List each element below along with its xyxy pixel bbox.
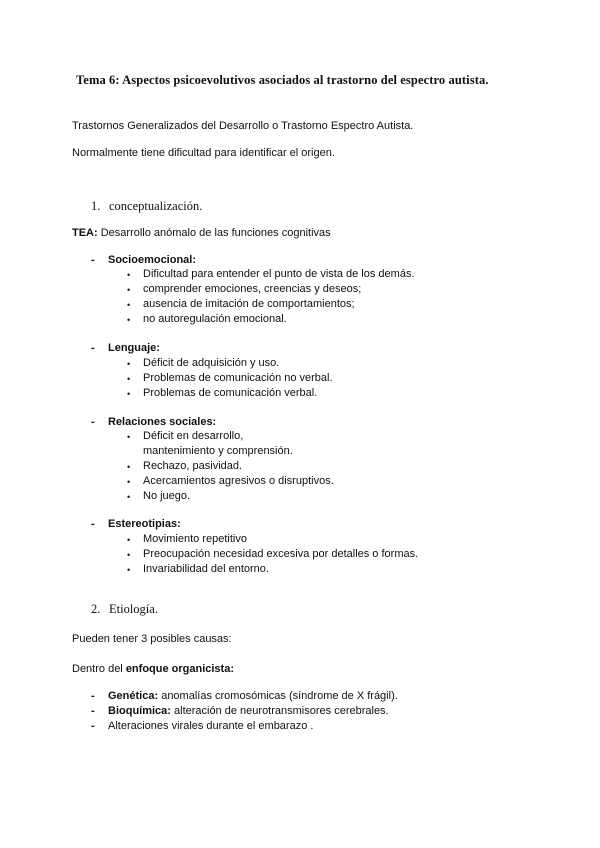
bullet-icon: • bbox=[127, 477, 131, 487]
list-item: Preocupación necesidad excesiva por detalles o formas. bbox=[143, 548, 419, 560]
list-item: Dificultad para entender el punto de vista de los demás. bbox=[143, 268, 415, 280]
list-item: comprender emociones, creencias y deseos; bbox=[143, 283, 362, 295]
bullet-icon: • bbox=[127, 359, 131, 369]
list-item: Déficit en desarrollo, bbox=[143, 430, 244, 442]
section-1-heading: conceptualización. bbox=[109, 199, 203, 213]
group-marker: - bbox=[91, 416, 95, 428]
organicist-item-bioquimica: Bioquímica: alteración de neurotransmisores cerebrales. bbox=[108, 705, 389, 717]
list-item: Invariabilidad del entorno. bbox=[143, 563, 269, 575]
bullet-icon: • bbox=[127, 374, 131, 384]
tea-text: Desarrollo anómalo de las funciones cognitivas bbox=[97, 227, 331, 239]
list-item: Acercamientos agresivos o disruptivos. bbox=[143, 475, 334, 487]
list-item: Problemas de comunicación no verbal. bbox=[143, 372, 333, 384]
group-marker: - bbox=[91, 254, 95, 266]
intro-line-2: Normalmente tiene dificultad para identificar el origen. bbox=[72, 147, 335, 159]
bullet-icon: • bbox=[127, 300, 131, 310]
list-item: Problemas de comunicación verbal. bbox=[143, 387, 318, 399]
list-marker: - bbox=[91, 690, 95, 702]
list-item: Rechazo, pasividad. bbox=[143, 460, 243, 472]
bullet-icon: • bbox=[127, 462, 131, 472]
bullet-icon: • bbox=[127, 315, 131, 325]
group-marker: - bbox=[91, 518, 95, 530]
document-title: Tema 6: Aspectos psicoevolutivos asociados al trastorno del espectro autista. bbox=[76, 73, 489, 87]
list-item: Movimiento repetitivo bbox=[143, 533, 247, 545]
bullet-icon: • bbox=[127, 550, 131, 560]
bullet-icon: • bbox=[127, 389, 131, 399]
group-label-estereotipias: Estereotipias: bbox=[108, 518, 181, 530]
section-2-heading: Etiología. bbox=[109, 602, 158, 616]
intro-line-1: Trastornos Generalizados del Desarrollo o Trastorno Espectro Autista. bbox=[72, 120, 414, 132]
tea-label: TEA: bbox=[72, 227, 98, 239]
group-label-relaciones-sociales: Relaciones sociales: bbox=[108, 416, 217, 428]
list-item-continuation: mantenimiento y comprensión. bbox=[143, 445, 293, 457]
section-1-number: 1. bbox=[91, 199, 101, 213]
section-2-number: 2. bbox=[91, 602, 101, 616]
group-label-lenguaje: Lenguaje: bbox=[108, 342, 160, 354]
organicist-line: Dentro del enfoque organicista: bbox=[72, 663, 234, 675]
organicist-item-genetica: Genética: anomalías cromosómicas (síndrome de X frágil). bbox=[108, 690, 398, 702]
bullet-icon: • bbox=[127, 285, 131, 295]
tea-definition bbox=[72, 227, 331, 240]
group-label-socioemocional: Socioemocional: bbox=[108, 254, 197, 266]
bullet-icon: • bbox=[127, 492, 131, 502]
group-marker: - bbox=[91, 342, 95, 354]
list-item: ausencia de imitación de comportamientos; bbox=[143, 298, 355, 310]
bullet-icon: • bbox=[127, 270, 131, 280]
list-marker: - bbox=[91, 720, 95, 732]
list-item: No juego. bbox=[143, 490, 191, 502]
bullet-icon: • bbox=[127, 432, 131, 442]
causes-text: Pueden tener 3 posibles causas: bbox=[72, 633, 232, 645]
bullet-icon: • bbox=[127, 535, 131, 545]
organicist-item-virales: Alteraciones virales durante el embarazo . bbox=[108, 720, 314, 732]
bullet-icon: • bbox=[127, 565, 131, 575]
list-marker: - bbox=[91, 705, 95, 717]
list-item: no autoregulación emocional. bbox=[143, 313, 287, 325]
list-item: Déficit de adquisición y uso. bbox=[143, 357, 280, 369]
